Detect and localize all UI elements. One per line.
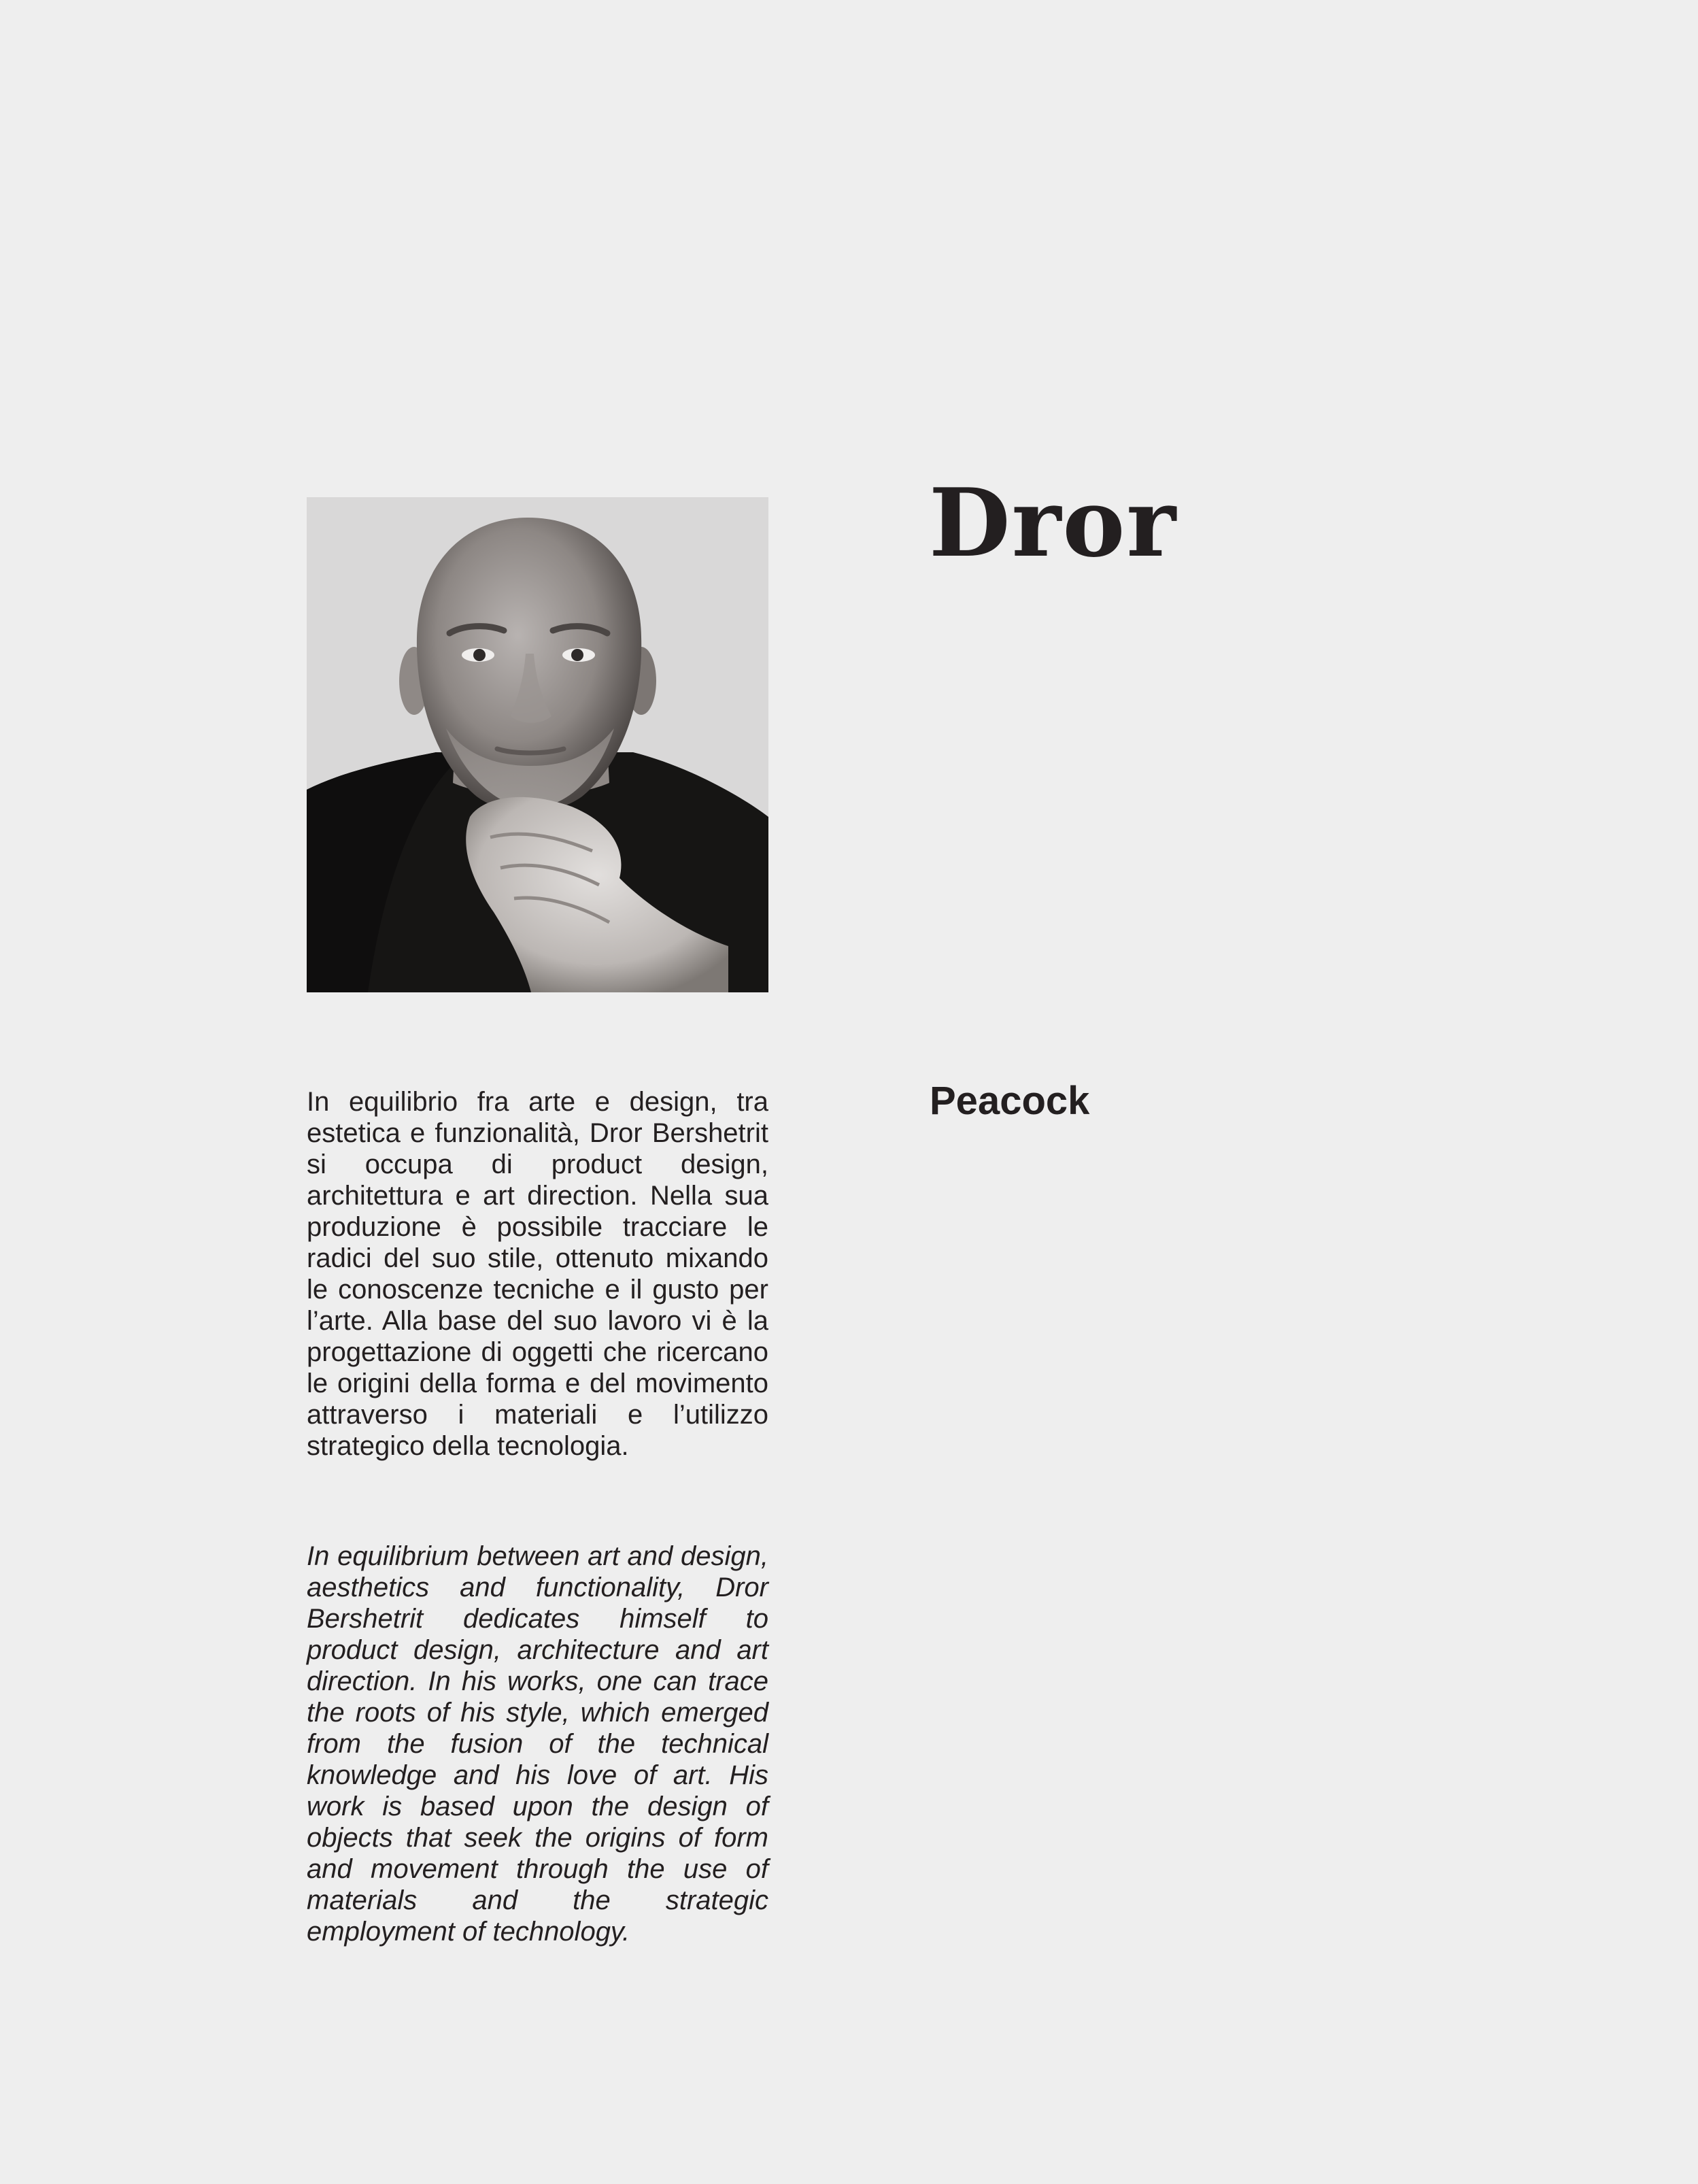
page-subtitle: Peacock [930,1079,1090,1123]
page-title: Dror [929,467,1178,578]
portrait-photo-icon [307,497,768,992]
bio-italian: In equilibrio fra arte e design, tra estetica e funzionalità, Dror Bershetrit si occupa di product design, architettura e art direction. Nella sua produzione è possibile tracciare le radici del suo stile, ottenuto mixando le conoscenze tecniche e il gusto per l’arte. Alla base del suo lavoro vi è la progettazione di oggetti che ricercano le origini della forma e del movimento attraverso i materiali e l’utilizzo strategico della tecnologia. [307,1087,768,1461]
portrait-photo [307,497,768,992]
bio-english: In equilibrium between art and design, aesthetics and functionality, Dror Bershetrit dedicates himself to product design, architecture and art direction. In his works, one can trace the roots of his style, which emerged from the fusion of the technical knowledge and his love of art. His work is based upon the design of objects that seek the origins of form and movement through the use of materials and the strategic employment of technology. [307,1541,768,1947]
